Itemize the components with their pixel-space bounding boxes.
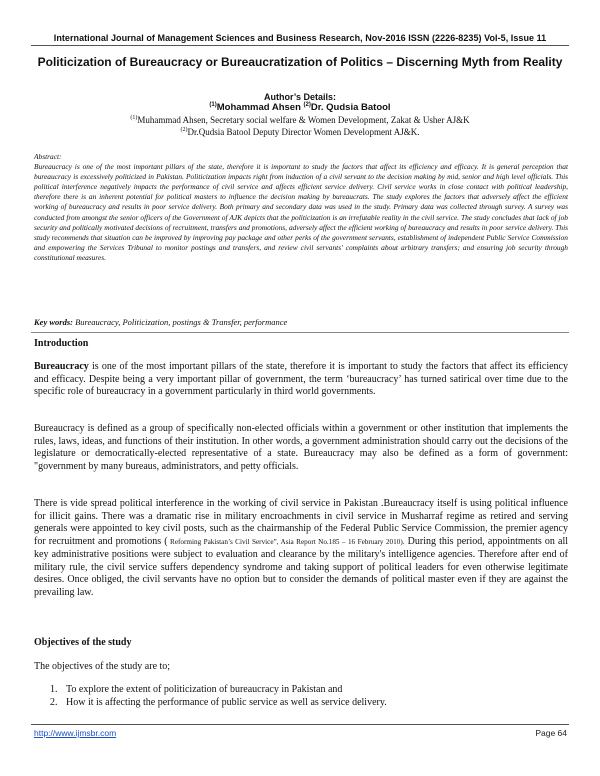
list-item	[50, 684, 568, 697]
abstract-label: Abstract:	[34, 152, 62, 161]
citation: Reforming Pakistan’s Civil Service”, Asia Report No.185 – 16 February 2010).	[167, 538, 405, 547]
intro-paragraph-1	[34, 361, 568, 399]
intro-paragraph-3-part-a: There is vide spread political interference in the working of civil service in Pakistan .Bureaucracy itself is using political influence for illicit gains. There was a dramatic rise in military encroachments in civil service in Musharraf regime as retired and serving generals were appointed to key civil posts, such as the chairmanship of the Federal Public Service Commission, the premier agency for recruitment and promotions (	[34, 498, 568, 548]
list-item	[50, 697, 568, 710]
objectives-lead: The objectives of the study are to;	[34, 661, 171, 672]
footer-divider	[31, 724, 569, 725]
objectives-list	[50, 684, 568, 709]
affiliation-2-marker: (2)	[180, 127, 188, 133]
author-2-name: Dr. Qudsia Batool	[310, 102, 391, 113]
list-item-text: To explore the extent of politicization of bureaucracy in Pakistan and	[66, 684, 343, 695]
list-item-number: 2.	[50, 696, 58, 708]
author-1-marker: (1)	[209, 101, 217, 108]
section-divider	[31, 332, 569, 333]
introduction-heading: Introduction	[34, 338, 89, 349]
affiliation-1-text: Muhammad Ahsen, Secretary social welfare & Women Development, Zakat & Usher AJ&K	[137, 115, 470, 125]
author-2-marker: (2)	[303, 101, 311, 108]
keywords	[34, 317, 568, 327]
journal-url-link[interactable]: http://www.ijmsbr.com	[34, 728, 117, 738]
intro-paragraph-3	[34, 498, 568, 600]
affiliation-2-text: Dr.Qudsia Batool Deputy Director Women Development AJ&K.	[187, 127, 420, 137]
intro-paragraph-1-text: is one of the most important pillars of the state, therefore it is important to study the factors that affect its efficiency and efficacy. Despite being a very important pillar of government, the term ‘bureaucracy’ has turned satirical over time due to the specific role of bureaucracy in a government particularly in third world governments.	[34, 361, 568, 398]
list-item-number: 1.	[50, 684, 58, 695]
list-item-text: How it is affecting the performance of public service as well as service delivery.	[66, 696, 387, 708]
intro-paragraph-3-part-b: During this period, appointments on all key administrative positions were subject to evaluation and clearance by the military's intelligence agencies. Therefore after end of military rule, the civil service suffers dependency syndrome and taking support of political leaders for even otherwise legitimate desires. Once obliged, the civil servants have no option but to consider the demands of political master even if they are against the prevailing law.	[34, 536, 569, 598]
author-1-name: Mohammad Ahsen	[216, 102, 301, 113]
intro-lead-term: Bureaucracy	[34, 361, 89, 372]
objectives-heading: Objectives of the study	[34, 637, 132, 648]
affiliation-1-marker: (1)	[130, 115, 138, 121]
author-names	[31, 102, 569, 113]
running-head: International Journal of Management Sciences and Business Research, Nov-2016 ISSN (2226-8235) Vol-5, Issue 11	[31, 33, 569, 46]
keywords-text: Bureaucracy, Politicization, postings & Transfer, performance	[72, 317, 288, 327]
affiliation-1	[31, 115, 569, 125]
authors-heading: Author’s Details:	[263, 92, 336, 102]
abstract	[34, 152, 568, 263]
affiliation-2	[31, 127, 569, 137]
abstract-text: Bureaucracy is one of the most important pillars of the state, therefore it is important to study the factors that affect its efficiency and efficacy. It is general perception that bureaucracy is excessively politicized in Pakistan. Politicization impacts right from induction of a civil servant to the decision making by mid, senior and high level officials. This political interference negatively impacts the performance of civil service and affects efficient service delivery. Civil service works in close contact with political leadership, therefore there is an inherent potential for political masters to influence the decision making by bureaucrats. The study explores the factors that adversely affect the efficient working of bureaucracy and results in poor service delivery. Both primary and secondary data was used in the study. Primary data was collected through survey. A survey was conducted from amongst the senior officers of the Government of AJK depicts that the politicization is an irrefutable reality in the civil service. The study concludes that lack of job security and politically motivated decisions of recruitment, transfers and promotions, adversely affect the efficient working of bureaucracy and results in poor service delivery. This study recommends that situation can be improved by improving pay package and other perks of the government servants, establishment of independent Public Service Commission and empowering the Services Tribunal to monitor postings and transfers, and review civil servants' complaints about arbitrary transfers; and ensuring job security through constitutional measures.	[34, 162, 568, 262]
page-number: Page 64	[535, 728, 567, 738]
paper-title: Politicization of Bureaucracy or Bureaucratization of Politics – Discerning Myth from Reality	[37, 55, 563, 69]
keywords-label: Key words:	[34, 317, 73, 327]
intro-paragraph-2: Bureaucracy is defined as a group of specifically non-elected officials within a government or other institution that implements the rules, laws, ideas, and functions of their institution. In other words, a government administration should carry out the decisions of the legislature or democratically-elected representative of a state. Bureaucracy may also be defined as a form of government: "government by many bureaus, administrators, and petty officials.	[34, 423, 568, 473]
